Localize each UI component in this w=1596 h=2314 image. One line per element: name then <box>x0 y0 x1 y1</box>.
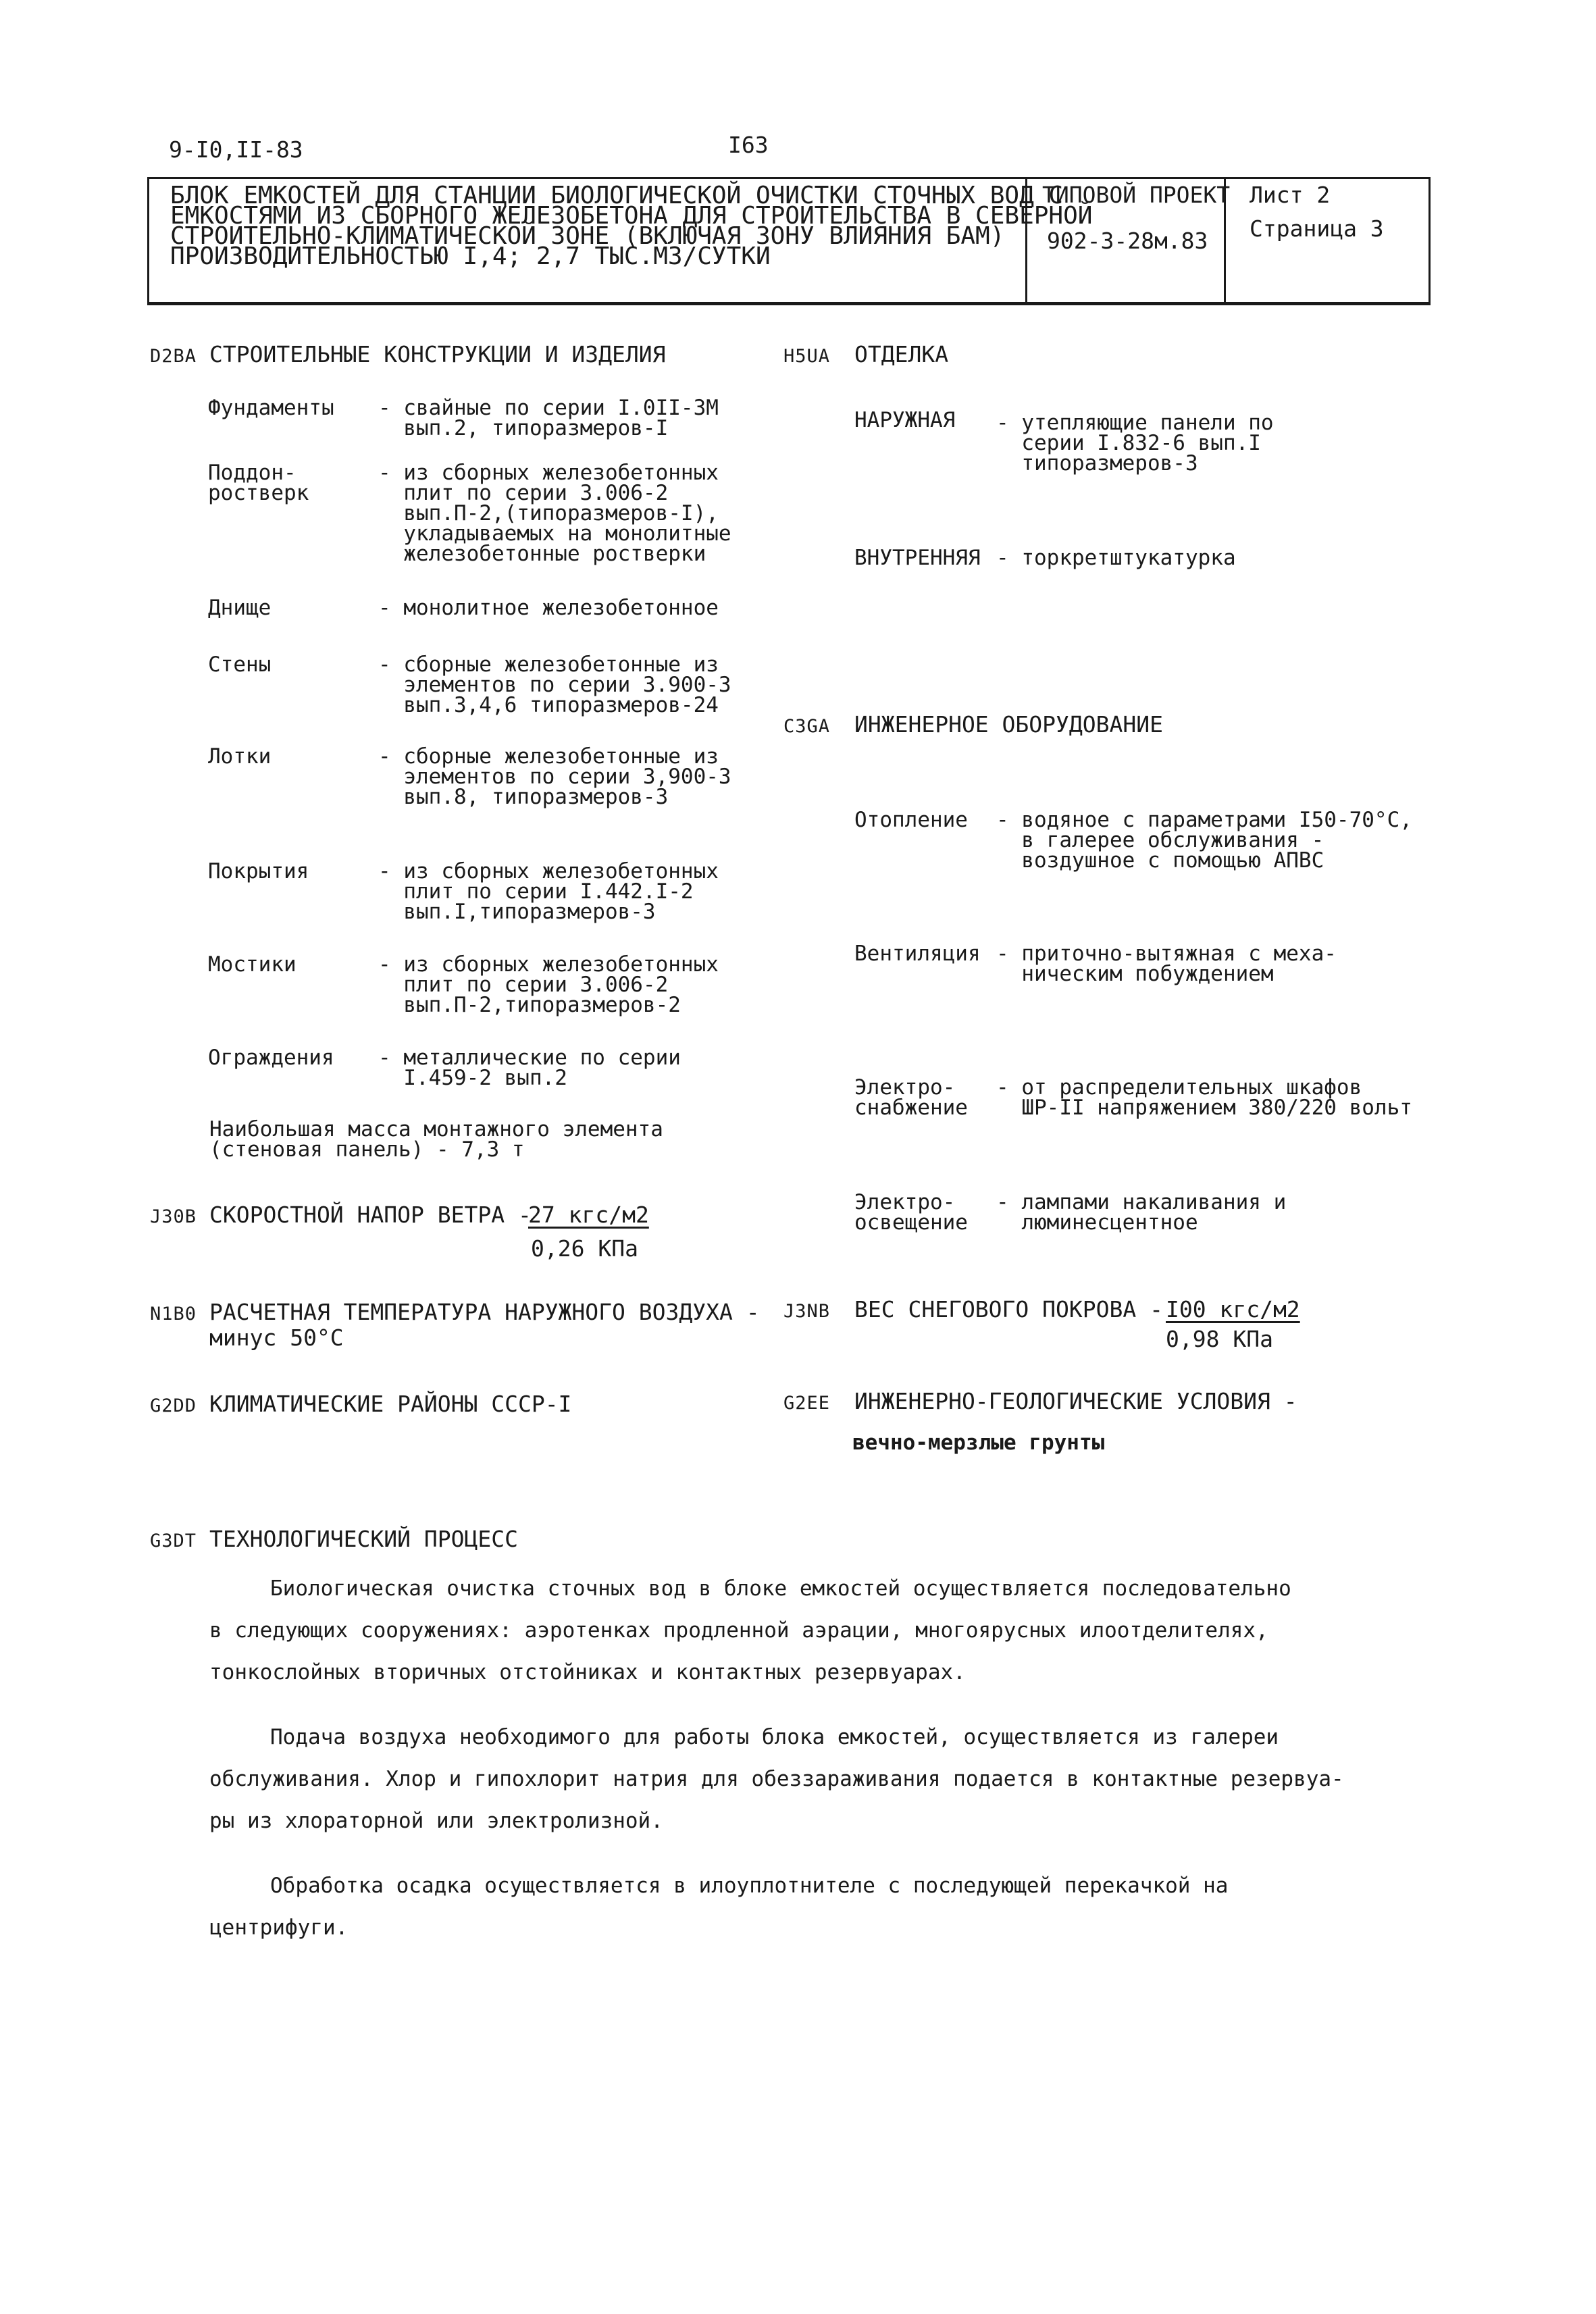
item-value: - сборные железобетонные из <box>378 744 719 769</box>
max-mass-note: Наибольшая масса монтажного элемента <box>209 1117 663 1141</box>
item-label: ВНУТРЕННЯЯ <box>854 546 981 570</box>
title-line: ПРОИЗВОДИТЕЛЬНОСТЬЮ I,4; 2,7 ТЫС.М3/СУТКИ <box>170 242 771 270</box>
document-code: 9-I0,II-83 <box>169 136 303 163</box>
item-value: вып.2, типоразмеров-I <box>378 416 669 440</box>
title-line: БЛОК ЕМКОСТЕЙ ДЛЯ СТАНЦИИ БИОЛОГИЧЕСКОЙ ОЧИСТКИ СТОЧНЫХ ВОД С <box>170 182 1064 209</box>
item-value: плит по серии I.442.I-2 <box>378 879 694 904</box>
item-value: люминесцентное <box>996 1210 1198 1235</box>
sheet-label: Лист 2 <box>1250 182 1331 208</box>
section-title: ТЕХНОЛОГИЧЕСКИЙ ПРОЦЕСС <box>209 1526 518 1552</box>
wind-numerator: 27 кгс/м2 <box>528 1202 649 1228</box>
item-label: ростверк <box>208 481 309 505</box>
item-value: типоразмеров-3 <box>996 451 1198 475</box>
item-label: Лотки <box>208 744 272 769</box>
item-value: ническим побуждением <box>996 962 1274 986</box>
process-line: Обработка осадка осуществляется в илоуплотнителе с последующей перекачкой на <box>270 1874 1229 1898</box>
section-code: N1B0 <box>150 1304 197 1325</box>
item-value: серии I.832-6 вып.I <box>996 431 1261 455</box>
page-label: Страница 3 <box>1250 215 1384 242</box>
snow-denominator: 0,98 КПа <box>1166 1326 1273 1352</box>
process-line: Биологическая очистка сточных вод в блоке емкостей осуществляется последовательно <box>270 1576 1291 1601</box>
item-label: Мостики <box>208 952 297 977</box>
section-code: C3GA <box>783 716 831 737</box>
item-value: укладываемых на монолитные <box>378 521 731 546</box>
process-line: Подача воздуха необходимого для работы блока емкостей, осуществляется из галереи <box>270 1725 1279 1749</box>
item-label: Электро- <box>854 1075 956 1100</box>
project-label: ТИПОВОЙ ПРОЕКТ <box>1042 182 1231 208</box>
item-label: Поддон- <box>208 461 297 485</box>
item-value: вып.3,4,6 типоразмеров-24 <box>378 693 719 717</box>
item-value: - из сборных железобетонных <box>378 952 719 977</box>
item-value: - водяное с параметрами I50-70°С, <box>996 808 1412 832</box>
snow-label: ВЕС СНЕГОВОГО ПОКРОВА - <box>854 1296 1177 1322</box>
item-value: вып.П-2,(типоразмеров-I), <box>378 501 719 525</box>
geology-value: вечно-мерзлые грунты <box>852 1431 1105 1455</box>
section-title: ИНЖЕНЕРНОЕ ОБОРУДОВАНИЕ <box>854 711 1163 738</box>
item-value: вып.П-2,типоразмеров-2 <box>378 993 681 1017</box>
temperature-label: РАСЧЕТНАЯ ТЕМПЕРАТУРА НАРУЖНОГО ВОЗДУХА - <box>209 1299 760 1325</box>
item-label: Вентиляция <box>854 942 981 966</box>
item-value: плит по серии 3.006-2 <box>378 973 669 997</box>
item-value: - утепляющие панели по <box>996 411 1274 435</box>
section-code: J30B <box>150 1206 197 1227</box>
item-value: - приточно-вытяжная с меха- <box>996 942 1337 966</box>
item-label: освещение <box>854 1210 968 1235</box>
item-value: - из сборных железобетонных <box>378 461 719 485</box>
process-line: центрифуги. <box>209 1916 349 1940</box>
temperature-value: минус 50°С <box>209 1325 344 1351</box>
item-value: - металлические по серии <box>378 1046 681 1070</box>
section-code: H5UA <box>783 346 831 367</box>
item-label: Электро- <box>854 1190 956 1214</box>
process-line: тонкослойных вторичных отстойниках и контактных резервуарах. <box>209 1660 966 1685</box>
process-line: в следующих сооружениях: аэротенках продленной аэрации, многоярусных илоотделителях, <box>209 1618 1268 1643</box>
item-label: Днище <box>208 596 272 620</box>
section-code: J3NB <box>783 1301 831 1322</box>
item-value: плит по серии 3.006-2 <box>378 481 669 505</box>
wind-label: СКОРОСТНОЙ НАПОР ВЕТРА - <box>209 1202 545 1228</box>
item-label: снабжение <box>854 1096 968 1120</box>
section-title: СТРОИТЕЛЬНЫЕ КОНСТРУКЦИИ И ИЗДЕЛИЯ <box>209 341 666 367</box>
section-code: G3DT <box>150 1531 197 1551</box>
item-value: элементов по серии 3,900-3 <box>378 765 731 789</box>
item-value: I.459-2 вып.2 <box>378 1066 567 1090</box>
item-label: Покрытия <box>208 859 309 883</box>
climate-label: КЛИМАТИЧЕСКИЕ РАЙОНЫ СССР-I <box>209 1391 572 1417</box>
process-line: ры из хлораторной или электролизной. <box>209 1809 663 1833</box>
geology-label: ИНЖЕНЕРНО-ГЕОЛОГИЧЕСКИЕ УСЛОВИЯ - <box>854 1388 1297 1414</box>
item-value: - торкретштукатурка <box>996 546 1236 570</box>
item-value: ШР-II напряжением 380/220 вольт <box>996 1096 1412 1120</box>
item-value: в галерее обслуживания - <box>996 828 1324 852</box>
item-value: - от распределительных шкафов <box>996 1075 1362 1100</box>
item-value: - свайные по серии I.0II-3М <box>378 396 719 420</box>
title-line: СТРОИТЕЛЬНО-КЛИМАТИЧЕСКОЙ ЗОНЕ (ВКЛЮЧАЯ ЗОНУ ВЛИЯНИЯ БАМ) <box>170 222 1005 250</box>
snow-numerator: I00 кгс/м2 <box>1166 1296 1300 1322</box>
section-code: G2DD <box>150 1395 197 1416</box>
item-label: НАРУЖНАЯ <box>854 408 956 432</box>
item-value: элементов по серии 3.900-3 <box>378 673 731 697</box>
item-label: Отопление <box>854 808 968 832</box>
item-label: Стены <box>208 652 272 677</box>
max-mass-note: (стеновая панель) - 7,3 т <box>209 1137 525 1162</box>
item-value: вып.8, типоразмеров-3 <box>378 785 669 809</box>
item-value: - сборные железобетонные из <box>378 652 719 677</box>
item-label: Фундаменты <box>208 396 334 420</box>
title-line: ЕМКОСТЯМИ ИЗ СБОРНОГО ЖЕЛЕЗОБЕТОНА ДЛЯ СТРОИТЕЛЬСТВА В СЕВЕРНОЙ <box>170 202 1093 230</box>
page-number: I63 <box>728 132 769 158</box>
item-value: вып.I,типоразмеров-3 <box>378 900 656 924</box>
item-value: - монолитное железобетонное <box>378 596 719 620</box>
item-value: железобетонные ростверки <box>378 542 706 566</box>
section-code: D2BA <box>150 346 197 367</box>
item-value: воздушное с помощью АПВС <box>996 848 1324 873</box>
section-title: ОТДЕЛКА <box>854 341 949 367</box>
item-value: - из сборных железобетонных <box>378 859 719 883</box>
section-code: G2EE <box>783 1393 831 1414</box>
item-label: Ограждения <box>208 1046 334 1070</box>
wind-denominator: 0,26 КПа <box>531 1235 638 1262</box>
project-number: 902-3-28м.83 <box>1047 228 1208 254</box>
process-line: обслуживания. Хлор и гипохлорит натрия для обеззараживания подается в контактные резервуа- <box>209 1767 1344 1791</box>
item-value: - лампами накаливания и <box>996 1190 1287 1214</box>
